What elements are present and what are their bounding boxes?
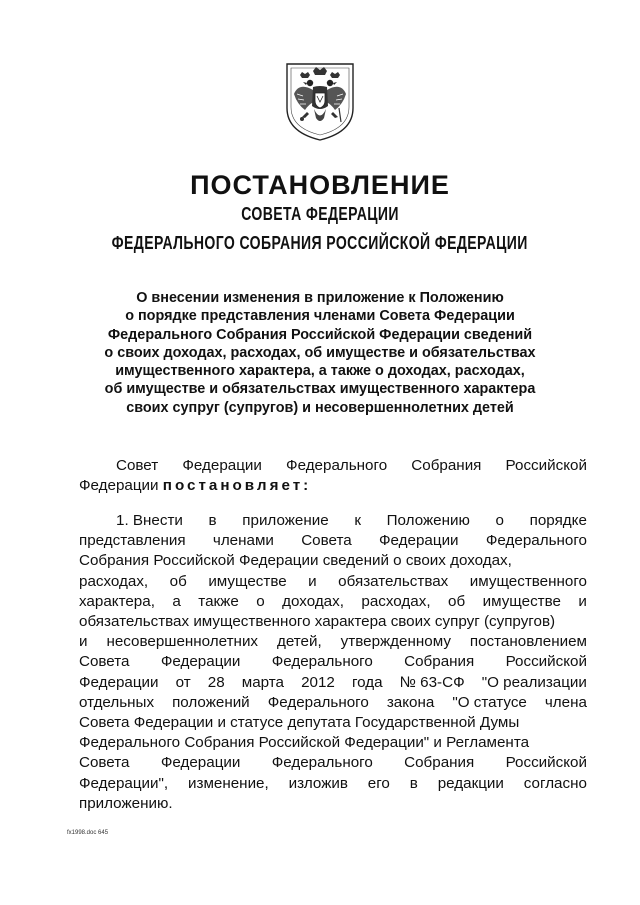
word: 28	[207, 673, 225, 691]
word: 1. Внести	[116, 512, 183, 529]
justified-line	[79, 673, 587, 693]
word: Российской	[505, 754, 587, 772]
word: Федерации	[160, 754, 241, 772]
justified-line	[79, 456, 587, 476]
word: доходах,	[282, 592, 344, 610]
preamble-line-2	[79, 476, 587, 496]
paragraph-line: приложению.	[79, 794, 173, 812]
resolves-keyword: постановляет:	[162, 477, 312, 495]
justified-line	[79, 632, 587, 652]
word: к	[354, 512, 361, 529]
word: о	[256, 592, 265, 610]
word: Совета	[79, 653, 130, 671]
word: закона	[386, 693, 435, 711]
word: представления	[79, 532, 186, 550]
word: членами	[212, 532, 274, 550]
title-line: имущественного характера, а также о доходах, расходах,	[115, 363, 525, 380]
justified-line	[79, 693, 587, 713]
word: Российской	[505, 457, 587, 474]
word: характера,	[79, 592, 155, 610]
word: имуществе	[482, 592, 561, 610]
issuer-line-1-text: СОВЕТА ФЕДЕРАЦИИ	[241, 204, 399, 224]
word: изменение,	[188, 774, 269, 792]
document-type-heading: ПОСТАНОВЛЕНИЕ	[190, 170, 450, 200]
word: Федерального	[286, 457, 388, 474]
justified-line	[79, 753, 587, 773]
word: согласно	[523, 774, 587, 792]
title-line: Федерального Собрания Российской Федерации сведений	[107, 326, 533, 343]
justified-line	[79, 531, 587, 551]
word: и	[578, 592, 587, 610]
issuer-line-1	[0, 203, 640, 225]
justified-line	[79, 652, 587, 672]
word: Федерации	[379, 532, 459, 550]
file-reference: fx1998.doc 645	[67, 830, 109, 836]
word: Федерации	[79, 673, 159, 691]
word: а	[172, 592, 181, 610]
word: изложив	[288, 774, 348, 792]
paragraph-line: Совета Федерации и статусе депутата Государственной Думы	[79, 714, 520, 732]
document-title	[60, 289, 580, 417]
word: положений	[172, 693, 250, 711]
word: и	[308, 572, 317, 590]
word: расходах,	[79, 572, 149, 590]
word: об	[448, 592, 466, 610]
paragraph-line: обязательствах имущественного характера своих супруг (супругов)	[79, 613, 556, 631]
title-line: об имуществе и обязательствах имущественного характера	[104, 381, 536, 398]
word: имущественного	[469, 572, 587, 590]
word: года	[351, 673, 383, 691]
word: 2012	[301, 673, 335, 691]
word: Федерации	[160, 653, 241, 671]
word: имуществе	[208, 572, 287, 590]
word: Федерального	[271, 754, 373, 772]
justified-line	[79, 592, 587, 612]
word: о	[495, 512, 504, 529]
word: Совета	[301, 532, 352, 550]
title-line: о порядке представления членами Совета Федерации	[125, 308, 515, 325]
word: Российской	[505, 653, 587, 671]
paragraph-line: Федерального Собрания Российской Федерации" и Регламента	[79, 734, 530, 752]
word: приложение	[242, 512, 329, 529]
title-line: О внесении изменения в приложение к Положению	[136, 290, 504, 306]
word: "О реализации	[481, 673, 587, 691]
word: марта	[241, 673, 284, 691]
word: порядке	[529, 512, 587, 529]
word: также	[198, 592, 239, 610]
word: Положению	[386, 512, 470, 529]
word: в	[208, 512, 217, 529]
word: члена	[544, 693, 587, 711]
title-line: своих супруг (супругов) и несовершеннолетних детей	[126, 399, 514, 416]
word: Федерального	[271, 653, 373, 671]
russian-coat-of-arms-icon	[283, 60, 357, 142]
word: Федерации",	[79, 774, 169, 792]
preamble-paragraph	[79, 456, 587, 496]
word: от	[175, 673, 191, 691]
justified-line	[79, 774, 587, 794]
issuer-line-2	[0, 232, 640, 254]
paragraph-line: Собрания Российской Федерации сведений о своих доходах,	[79, 552, 512, 570]
paragraph-1	[79, 511, 587, 814]
word: Федерального	[485, 532, 587, 550]
word: Совета	[79, 754, 130, 772]
word: утвержденному	[340, 633, 451, 651]
word: об	[169, 572, 187, 590]
word: Федерального	[267, 693, 369, 711]
word: Федерации	[182, 457, 262, 474]
word: Собрания	[411, 457, 482, 474]
word: его	[367, 774, 390, 792]
justified-line	[79, 572, 587, 592]
issuer-line-2-text: ФЕДЕРАЛЬНОГО СОБРАНИЯ РОССИЙСКОЙ ФЕДЕРАЦИИ	[111, 233, 529, 253]
word: редакции	[437, 774, 504, 792]
word: Собрания	[404, 754, 475, 772]
word: Совет	[116, 457, 159, 474]
word: и	[79, 633, 88, 651]
word: обязательствах	[338, 572, 449, 590]
word: постановлением	[469, 633, 587, 651]
word: "О статусе	[452, 693, 527, 711]
word: отдельных	[79, 693, 155, 711]
word: детей,	[276, 633, 322, 651]
title-line: о своих доходах, расходах, об имуществе и обязательствах	[104, 344, 536, 361]
word: в	[409, 774, 418, 792]
word: расходах,	[361, 592, 431, 610]
word: № 63-СФ	[399, 673, 465, 691]
word: несовершеннолетних	[106, 633, 259, 651]
word: Собрания	[404, 653, 475, 671]
justified-line	[79, 511, 587, 531]
preamble-subject: Федерации	[79, 477, 159, 495]
